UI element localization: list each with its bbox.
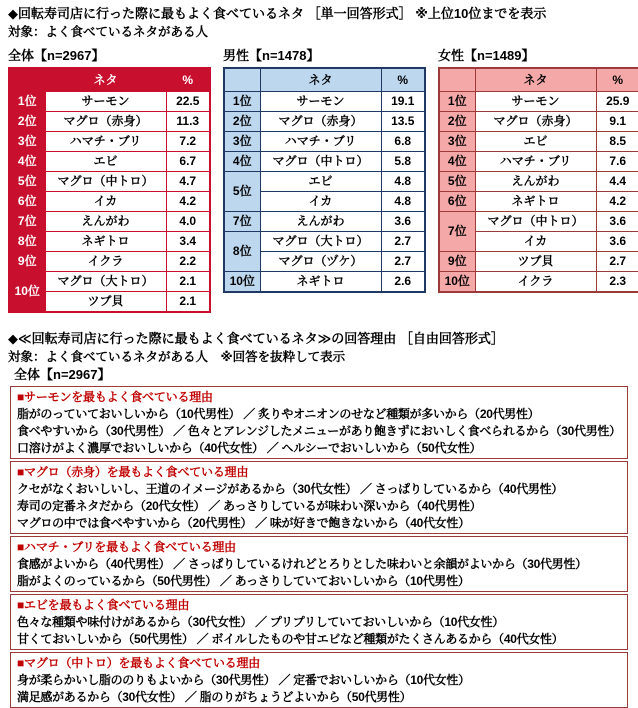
neta-cell: ツブ貝 bbox=[45, 292, 166, 313]
table-row bbox=[224, 152, 425, 172]
rank-cell: 7位 bbox=[439, 212, 475, 252]
table-row bbox=[9, 252, 210, 272]
group-label-dansei: 男性【n=1478】 bbox=[223, 48, 320, 63]
neta-cell: イカ bbox=[260, 192, 381, 212]
table-row bbox=[9, 112, 210, 132]
rank-cell: 6位 bbox=[9, 192, 45, 212]
rank-cell: 1位 bbox=[439, 92, 475, 112]
table-row bbox=[439, 152, 638, 172]
neta-cell: えんがわ bbox=[475, 172, 596, 192]
percent-cell: 4.8 bbox=[381, 192, 425, 212]
percent-cell: 4.4 bbox=[596, 172, 638, 192]
table-row bbox=[9, 172, 210, 192]
rank-cell: 3位 bbox=[439, 132, 475, 152]
neta-cell: マグロ（大トロ） bbox=[260, 232, 381, 252]
table-row bbox=[439, 272, 638, 293]
neta-cell: ネギトロ bbox=[260, 272, 381, 293]
reason-line: 食べやすいから（30代男性） ／ 色々とアレンジしたメニューがあり飽きずにおいしく食べられるから（30代男性） bbox=[17, 424, 621, 438]
ranking-group-dansei bbox=[223, 47, 424, 293]
neta-cell: イカ bbox=[45, 192, 166, 212]
reason-box bbox=[10, 461, 628, 534]
reason-box-heading: ■サーモンを最もよく食べている理由 bbox=[17, 390, 213, 404]
neta-column-header: ネタ bbox=[260, 68, 381, 92]
percent-cell: 6.8 bbox=[381, 132, 425, 152]
neta-cell: えんがわ bbox=[45, 212, 166, 232]
reason-line: 口溶けがよく濃厚でおいしいから（40代女性） ／ ヘルシーでおいしいから（50代女性） bbox=[17, 441, 482, 455]
rank-cell: 8位 bbox=[9, 232, 45, 252]
neta-cell: イクラ bbox=[475, 272, 596, 293]
rank-cell: 6位 bbox=[439, 192, 475, 212]
neta-cell: エビ bbox=[260, 172, 381, 192]
rank-cell: 3位 bbox=[224, 132, 260, 152]
rank-cell: 10位 bbox=[439, 272, 475, 293]
ranking-table-dansei bbox=[223, 67, 426, 293]
percent-cell: 11.3 bbox=[166, 112, 210, 132]
reason-box-heading: ■マグロ（中トロ）を最もよく食べている理由 bbox=[17, 656, 261, 670]
reason-box-heading: ■エビを最もよく食べている理由 bbox=[17, 598, 190, 612]
percent-cell: 9.1 bbox=[596, 112, 638, 132]
neta-cell: マグロ（赤身） bbox=[475, 112, 596, 132]
reason-line: 色々な種類や味付けがあるから（30代女性） ／ プリプリしていておいしいから（10代女性） bbox=[17, 615, 504, 629]
reason-box bbox=[10, 594, 628, 650]
percent-cell: 2.7 bbox=[381, 252, 425, 272]
reason-line: 寿司の定番ネタだから（20代女性） ／ あっさりしているが味わい深いから（40代男性） bbox=[17, 499, 482, 513]
percent-cell: 25.9 bbox=[596, 92, 638, 112]
percent-cell: 3.6 bbox=[596, 232, 638, 252]
table-row bbox=[439, 132, 638, 152]
ranking-group-zentai bbox=[8, 47, 209, 313]
table-row bbox=[224, 172, 425, 192]
table-row bbox=[224, 132, 425, 152]
neta-cell: サーモン bbox=[260, 92, 381, 112]
table-row bbox=[224, 92, 425, 112]
neta-cell: イクラ bbox=[45, 252, 166, 272]
rank-cell: 3位 bbox=[9, 132, 45, 152]
ranking-table-josei bbox=[438, 67, 638, 293]
neta-cell: ネギトロ bbox=[45, 232, 166, 252]
percent-cell: 19.1 bbox=[381, 92, 425, 112]
percent-cell: 4.2 bbox=[166, 192, 210, 212]
percent-cell: 2.7 bbox=[381, 232, 425, 252]
rank-cell: 4位 bbox=[439, 152, 475, 172]
table-row bbox=[224, 112, 425, 132]
corner-header-cell bbox=[439, 68, 475, 92]
rank-cell: 2位 bbox=[224, 112, 260, 132]
table-row bbox=[224, 272, 425, 293]
reason-box-heading: ■マグロ（赤身）を最もよく食べている理由 bbox=[17, 465, 249, 479]
table-row bbox=[9, 152, 210, 172]
ranking-section-target: 対象：よく食べているネタがある人 bbox=[8, 25, 209, 39]
rank-cell: 10位 bbox=[224, 272, 260, 293]
neta-cell: サーモン bbox=[475, 92, 596, 112]
table-row bbox=[224, 212, 425, 232]
neta-cell: ハマチ・ブリ bbox=[475, 152, 596, 172]
neta-cell: えんがわ bbox=[260, 212, 381, 232]
percent-cell: 4.8 bbox=[381, 172, 425, 192]
percent-cell: 8.5 bbox=[596, 132, 638, 152]
reason-box bbox=[10, 536, 628, 592]
rank-cell: 5位 bbox=[9, 172, 45, 192]
neta-cell: マグロ（中トロ） bbox=[45, 172, 166, 192]
corner-header-cell bbox=[224, 68, 260, 92]
table-row bbox=[9, 192, 210, 212]
group-label-josei: 女性【n=1489】 bbox=[438, 48, 535, 63]
percent-cell: 13.5 bbox=[381, 112, 425, 132]
table-row bbox=[439, 92, 638, 112]
reason-line: クセがなくおいしいし、王道のイメージがあるから（30代女性） ／ さっぱりしているから（40代男性） bbox=[17, 482, 564, 496]
table-row bbox=[9, 212, 210, 232]
neta-cell: マグロ（中トロ） bbox=[260, 152, 381, 172]
rank-cell: 5位 bbox=[439, 172, 475, 192]
reason-line: 脂がよくのっているから（50代男性） ／ あっさりしていておいしいから（10代男性） bbox=[17, 574, 470, 588]
reason-box bbox=[10, 386, 628, 459]
rank-cell: 4位 bbox=[224, 152, 260, 172]
neta-cell: ハマチ・ブリ bbox=[45, 132, 166, 152]
table-row bbox=[9, 92, 210, 112]
neta-cell: サーモン bbox=[45, 92, 166, 112]
neta-cell: ハマチ・ブリ bbox=[260, 132, 381, 152]
ranking-table-zentai bbox=[8, 67, 211, 313]
table-row bbox=[224, 232, 425, 252]
rank-cell: 5位 bbox=[224, 172, 260, 212]
percent-cell: 2.3 bbox=[596, 272, 638, 293]
percent-cell: 7.2 bbox=[166, 132, 210, 152]
percent-cell: 6.7 bbox=[166, 152, 210, 172]
reason-line: 食感がよいから（40代男性） ／ さっぱりしているけれどとろりとした味わいと余韻がよいから（30代男性） bbox=[17, 557, 587, 571]
group-label-zentai: 全体【n=2967】 bbox=[8, 48, 105, 63]
percent-cell: 2.6 bbox=[381, 272, 425, 293]
reason-box-heading: ■ハマチ・ブリを最もよく食べている理由 bbox=[17, 540, 236, 554]
neta-cell: エビ bbox=[45, 152, 166, 172]
rank-cell: 9位 bbox=[9, 252, 45, 272]
neta-cell: マグロ（大トロ） bbox=[45, 272, 166, 292]
ranking-tables-row bbox=[8, 47, 638, 313]
reason-line: マグロの中では食べやすいから（20代男性） ／ 味が好きで飽きないから（40代女性） bbox=[17, 516, 470, 530]
ranking-section bbox=[8, 5, 638, 313]
rank-cell: 4位 bbox=[9, 152, 45, 172]
table-row bbox=[439, 212, 638, 232]
percent-column-header: % bbox=[381, 68, 425, 92]
neta-column-header: ネタ bbox=[45, 68, 166, 92]
table-row bbox=[9, 132, 210, 152]
corner-header-cell bbox=[9, 68, 45, 92]
percent-cell: 4.7 bbox=[166, 172, 210, 192]
neta-cell: イカ bbox=[475, 232, 596, 252]
table-row bbox=[439, 252, 638, 272]
percent-cell: 2.2 bbox=[166, 252, 210, 272]
rank-cell: 7位 bbox=[9, 212, 45, 232]
table-row bbox=[439, 192, 638, 212]
table-row bbox=[9, 272, 210, 292]
table-row bbox=[439, 112, 638, 132]
percent-cell: 5.8 bbox=[381, 152, 425, 172]
percent-cell: 4.2 bbox=[596, 192, 638, 212]
neta-cell: マグロ（中トロ） bbox=[475, 212, 596, 232]
percent-cell: 3.6 bbox=[596, 212, 638, 232]
rank-cell: 2位 bbox=[439, 112, 475, 132]
percent-cell: 3.6 bbox=[381, 212, 425, 232]
percent-cell: 2.1 bbox=[166, 292, 210, 313]
percent-cell: 22.5 bbox=[166, 92, 210, 112]
table-row bbox=[9, 232, 210, 252]
ranking-section-title: ◆回転寿司店に行った際に最もよく食べているネタ ［単一回答形式］ ※上位10位までを表示 bbox=[8, 6, 547, 21]
reason-line: 満足感があるから（30代女性） ／ 脂のりがちょうどよいから（50代男性） bbox=[17, 690, 412, 704]
percent-cell: 7.6 bbox=[596, 152, 638, 172]
rank-cell: 8位 bbox=[224, 232, 260, 272]
reason-boxes bbox=[10, 386, 628, 708]
percent-cell: 4.0 bbox=[166, 212, 210, 232]
rank-cell: 1位 bbox=[224, 92, 260, 112]
reasons-group-label: 全体【n=2967】 bbox=[14, 367, 111, 382]
reason-line: 脂がのっていておいしいから（10代男性） ／ 炙りやオニオンのせなど種類が多いから（20代男性） bbox=[17, 407, 540, 421]
reasons-section bbox=[8, 330, 638, 708]
rank-cell: 7位 bbox=[224, 212, 260, 232]
percent-column-header: % bbox=[166, 68, 210, 92]
rank-cell: 2位 bbox=[9, 112, 45, 132]
rank-cell: 9位 bbox=[439, 252, 475, 272]
percent-cell: 3.4 bbox=[166, 232, 210, 252]
rank-cell: 10位 bbox=[9, 272, 45, 313]
percent-cell: 2.1 bbox=[166, 272, 210, 292]
neta-cell: マグロ（赤身） bbox=[45, 112, 166, 132]
neta-cell: マグロ（赤身） bbox=[260, 112, 381, 132]
reason-line: 身が柔らかいし脂ののりもよいから（30代男性） ／ 定番でおいしいから（10代女性） bbox=[17, 673, 470, 687]
percent-cell: 2.7 bbox=[596, 252, 638, 272]
reasons-section-target: 対象：よく食べているネタがある人 ※回答を抜粋して表示 bbox=[8, 350, 346, 364]
neta-column-header: ネタ bbox=[475, 68, 596, 92]
reason-line: 甘くておいしいから（50代男性） ／ ボイルしたものや甘エビなど種類がたくさんあるから（40代女性） bbox=[17, 632, 564, 646]
neta-cell: マグロ（ヅケ） bbox=[260, 252, 381, 272]
neta-cell: エビ bbox=[475, 132, 596, 152]
table-row bbox=[439, 172, 638, 192]
neta-cell: ツブ貝 bbox=[475, 252, 596, 272]
neta-cell: ネギトロ bbox=[475, 192, 596, 212]
percent-column-header: % bbox=[596, 68, 638, 92]
ranking-group-josei bbox=[438, 47, 638, 293]
rank-cell: 1位 bbox=[9, 92, 45, 112]
reasons-section-title: ◆≪回転寿司店に行った際に最もよく食べているネタ≫の回答理由 ［自由回答形式］ bbox=[8, 331, 504, 346]
